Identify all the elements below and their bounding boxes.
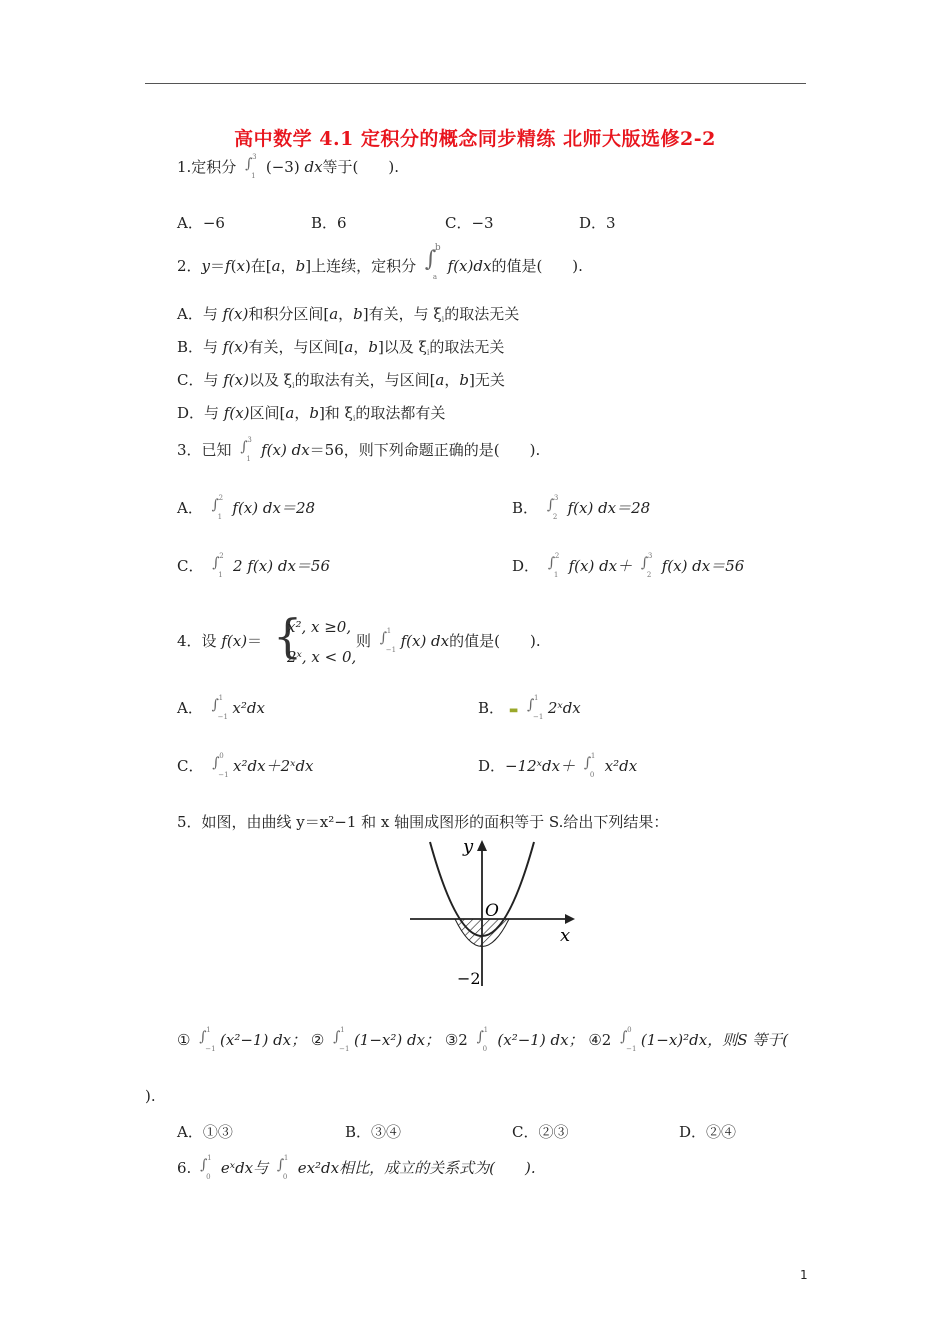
integral-sign: ∫ 1 −1 — [199, 1026, 216, 1053]
parabola-figure — [405, 834, 585, 994]
question-2: 2．y＝f(x)在[a，b]上连续，定积分 ∫ b a f(x)dx的值是( ). — [177, 243, 583, 281]
question-3: 3．已知 ∫ 3 1 f(x) dx＝56，则下列命题正确的是( ). — [177, 436, 541, 463]
q3-option-d[interactable]: D． ∫ 2 1 f(x) dx＋ ∫ 3 2 f(x) dx＝56 — [512, 552, 745, 579]
integral-sign: ∫ 1 −1 — [379, 627, 397, 654]
q5-option-d[interactable]: D．②④ — [679, 1123, 737, 1141]
integral-sign: ∫ 2 1 — [212, 552, 224, 579]
integral-sign: ∫ 3 2 — [546, 494, 559, 521]
q4-option-c[interactable]: C． ∫ 0 −1 x²dx＋2ˣdx — [177, 752, 314, 779]
question-5-items: ① ∫ 1 −1 (x²−1) dx； ② ∫ 1 −1 (1−x²) dx； ③2 ∫ 1 0 (x²−1) dx； ④2 ∫ 0 −1 (1−x)²dx，则S 等于( — [177, 1026, 789, 1053]
q1-option-d[interactable]: D．3 — [579, 214, 616, 232]
x-axis-arrow-icon — [565, 914, 575, 924]
min-value-label: −2 — [457, 969, 481, 988]
integral-sign: ∫ 1 −1 — [211, 694, 228, 721]
q1-option-b[interactable]: B．6 — [311, 214, 347, 232]
integral-sign: ∫ 1 0 — [476, 1026, 489, 1053]
q2-option-b[interactable]: B．与 f(x)有关，与区间[a，b]以及 $\xi_i$的取法无关 — [177, 338, 505, 357]
integral-sign: ∫ 0 −1 — [212, 752, 229, 779]
integral-sign: ∫ 1 −1 — [333, 1026, 350, 1053]
q5-option-c[interactable]: C．②③ — [512, 1123, 569, 1141]
q1-option-c[interactable]: C．−3 — [445, 214, 494, 232]
integral-sign: ∫ 2 1 — [547, 552, 560, 579]
q4-option-d[interactable]: D．−12ˣdx＋ ∫ 1 0 x²dx — [478, 752, 638, 779]
integral-sign: ∫ 1 0 — [200, 1154, 212, 1181]
question-1: 1.定积分 ∫ 3 1 (−3) dx等于( ). — [177, 153, 400, 180]
x-axis-label: x — [560, 925, 571, 946]
y-axis-arrow-icon — [477, 840, 487, 851]
integral-sign: ∫ 1 0 — [583, 752, 596, 779]
q1-option-a[interactable]: A．−6 — [177, 214, 225, 232]
q3-option-b[interactable]: B． ∫ 3 2 f(x) dx＝28 — [512, 494, 651, 521]
integral-sign: ∫ 1 0 — [276, 1154, 289, 1181]
q2-option-d[interactable]: D．与 f(x)区间[a，b]和 $\xi_i$的取法都有关 — [177, 404, 446, 423]
q4-option-b[interactable]: B． ▬ ∫ 1 −1 2ˣdx — [478, 694, 581, 721]
integral-sign: ∫ 3 1 — [245, 153, 257, 180]
question-5: 5．如图，由曲线 y＝x²−1 和 x 轴围成图形的面积等于 S.给出下列结果： — [177, 813, 669, 831]
brace-icon: { — [273, 609, 303, 663]
question-6: 6. ∫ 1 0 eˣdx与 ∫ 1 0 ex²dx相比，成立的关系式为( ). — [177, 1154, 536, 1181]
question-4-tail: 则 ∫ 1 −1 f(x) dx的值是( ). — [356, 627, 541, 654]
origin-label: O — [485, 901, 499, 921]
q5-option-a[interactable]: A．①③ — [177, 1123, 233, 1141]
q2-option-c[interactable]: C．与 f(x)以及 $\xi_i$的取法有关，与区间[a，b]无关 — [177, 371, 505, 390]
q3-option-c[interactable]: C． ∫ 2 1 2 f(x) dx＝56 — [177, 552, 330, 579]
integral-sign: ∫ 0 −1 — [620, 1026, 637, 1053]
integral-sign: ∫ 3 2 — [640, 552, 653, 579]
question-5-tail: ). — [145, 1087, 156, 1105]
integral-sign: ∫ b a — [424, 243, 441, 281]
question-4: 4．设 f(x)＝ — [177, 632, 263, 650]
integral-sign: ∫ 1 −1 — [527, 694, 544, 721]
header-rule — [145, 83, 806, 84]
document-title: 高中数学 4.1 定积分的概念同步精练 北师大版选修2-2 — [234, 128, 716, 150]
integral-sign: ∫ 2 1 — [211, 494, 224, 521]
integral-sign: ∫ 3 1 — [240, 436, 252, 463]
q3-option-a[interactable]: A． ∫ 2 1 f(x) dx＝28 — [177, 494, 316, 521]
dot-mark: ▬ — [508, 705, 519, 716]
q5-option-b[interactable]: B．③④ — [345, 1123, 402, 1141]
q2-option-a[interactable]: A．与 f(x)和积分区间[a，b]有关，与 $\xi_i$的取法无关 — [177, 305, 520, 324]
q4-option-a[interactable]: A． ∫ 1 −1 x²dx — [177, 694, 265, 721]
page-number: 1 — [800, 1268, 808, 1282]
y-axis-label: y — [463, 836, 474, 857]
